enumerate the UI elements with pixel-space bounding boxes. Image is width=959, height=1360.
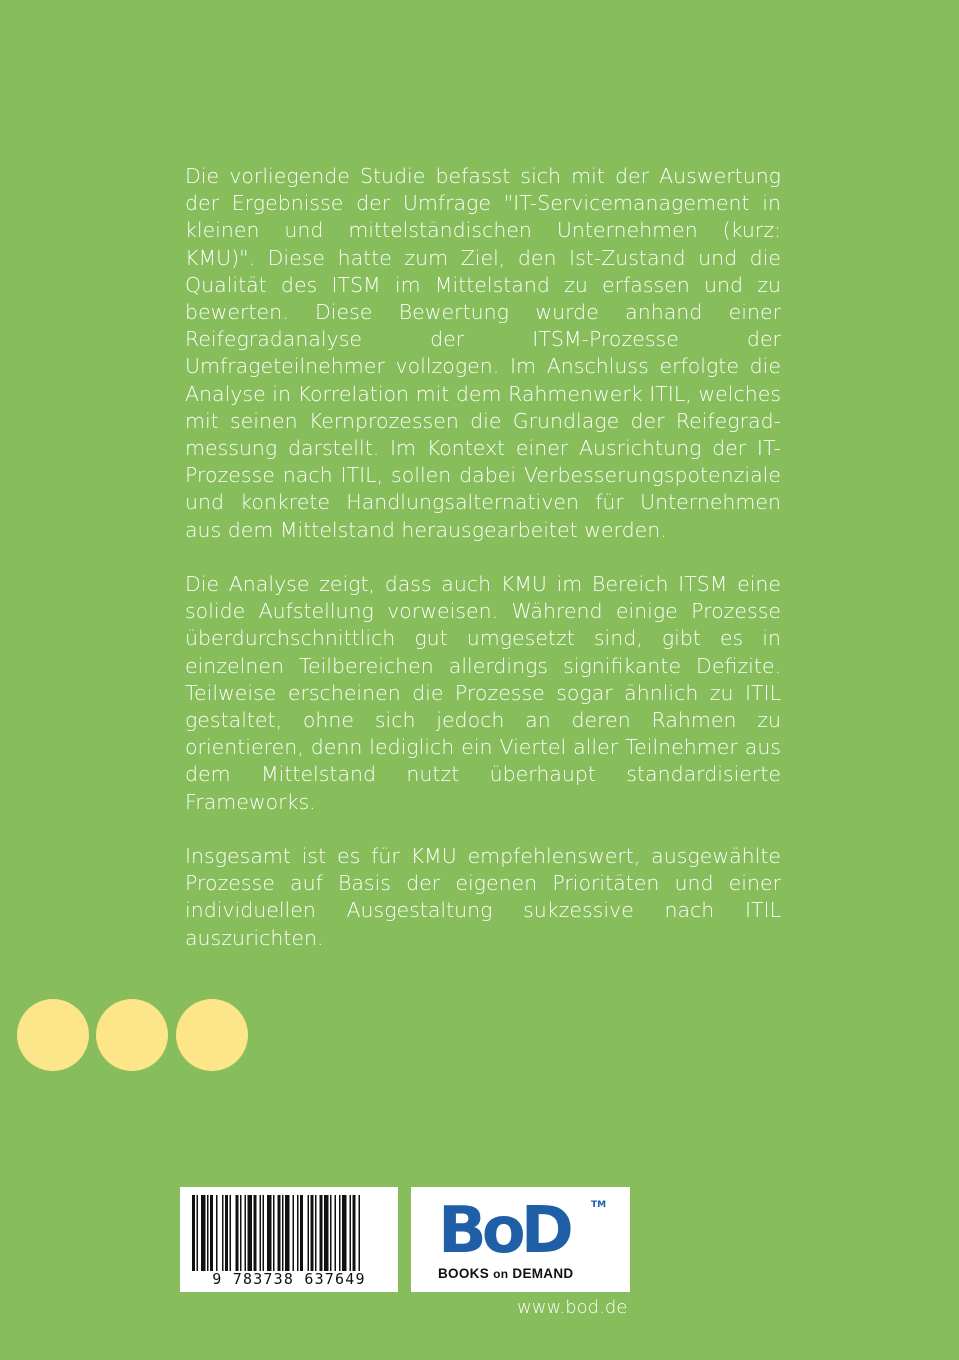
tagline-on: on	[493, 1267, 509, 1281]
tagline-demand: DEMAND	[512, 1266, 574, 1281]
publisher-website[interactable]: www.bod.de	[517, 1297, 628, 1318]
barcode-digits: 9 783738 637649	[212, 1270, 366, 1288]
tagline-books: BOOKS	[438, 1266, 490, 1281]
back-cover-blurb	[185, 163, 781, 979]
publisher-logo	[411, 1187, 630, 1292]
bod-logo-text: BoD	[438, 1194, 569, 1268]
publisher-tagline	[438, 1266, 573, 1281]
decorative-dot	[96, 999, 168, 1071]
blurb-paragraph-1: Die vorliegende Studie befasst sich mit der Auswertung der Ergebnisse der Umfrage "IT-Servicemanagement in kleinen und mittelständischen Unternehmen (kurz: KMU)". Diese hatte zum Ziel, den Ist-Zustand und die Qualität des ITSM im Mittelstand zu erfassen und zu bewerten. Diese Bewertung wurde anhand einer Reifegradanalyse der ITSM-Prozesse der Umfrageteilnehmer vollzogen. Im Anschluss erfolgte die Analyse in Korrelation mit dem Rahmenwerk ITIL, welches mit seinen Kernprozessen die Grundlage der Reifegradmessung darstellt. Im Kontext einer Ausrichtung der IT-Prozesse nach ITIL, sollen dabei Verbesserungspotenziale und konkrete Handlungsalternativen für Unternehmen aus dem Mittelstand herausgearbeitet werden.	[185, 164, 781, 542]
blurb-paragraph-3: Insgesamt ist es für KMU empfehlenswert, ausgewählte Prozesse auf Basis der eigenen Prioritäten und einer individuellen Ausgestaltung sukzessive nach ITIL auszurichten.	[185, 844, 781, 950]
blurb-paragraph-2: Die Analyse zeigt, dass auch KMU im Bereich ITSM eine solide Aufstellung vorweisen. Während einige Prozesse überdurchschnittlich gut umgesetzt sind, gibt es in einzelnen Teilbereichen allerdings signifikante Defizite. Teilweise erscheinen die Prozesse sogar ähnlich zu ITIL gestaltet, ohne sich jedoch an deren Rahmen zu orientieren, denn lediglich ein Viertel aller Teilnehmer aus dem Mittelstand nutzt überhaupt standardisierte Frameworks.	[185, 572, 781, 814]
decorative-dot	[176, 999, 248, 1071]
decorative-dot	[17, 999, 89, 1071]
isbn-barcode	[180, 1187, 398, 1292]
trademark-mark: TM	[591, 1200, 607, 1210]
